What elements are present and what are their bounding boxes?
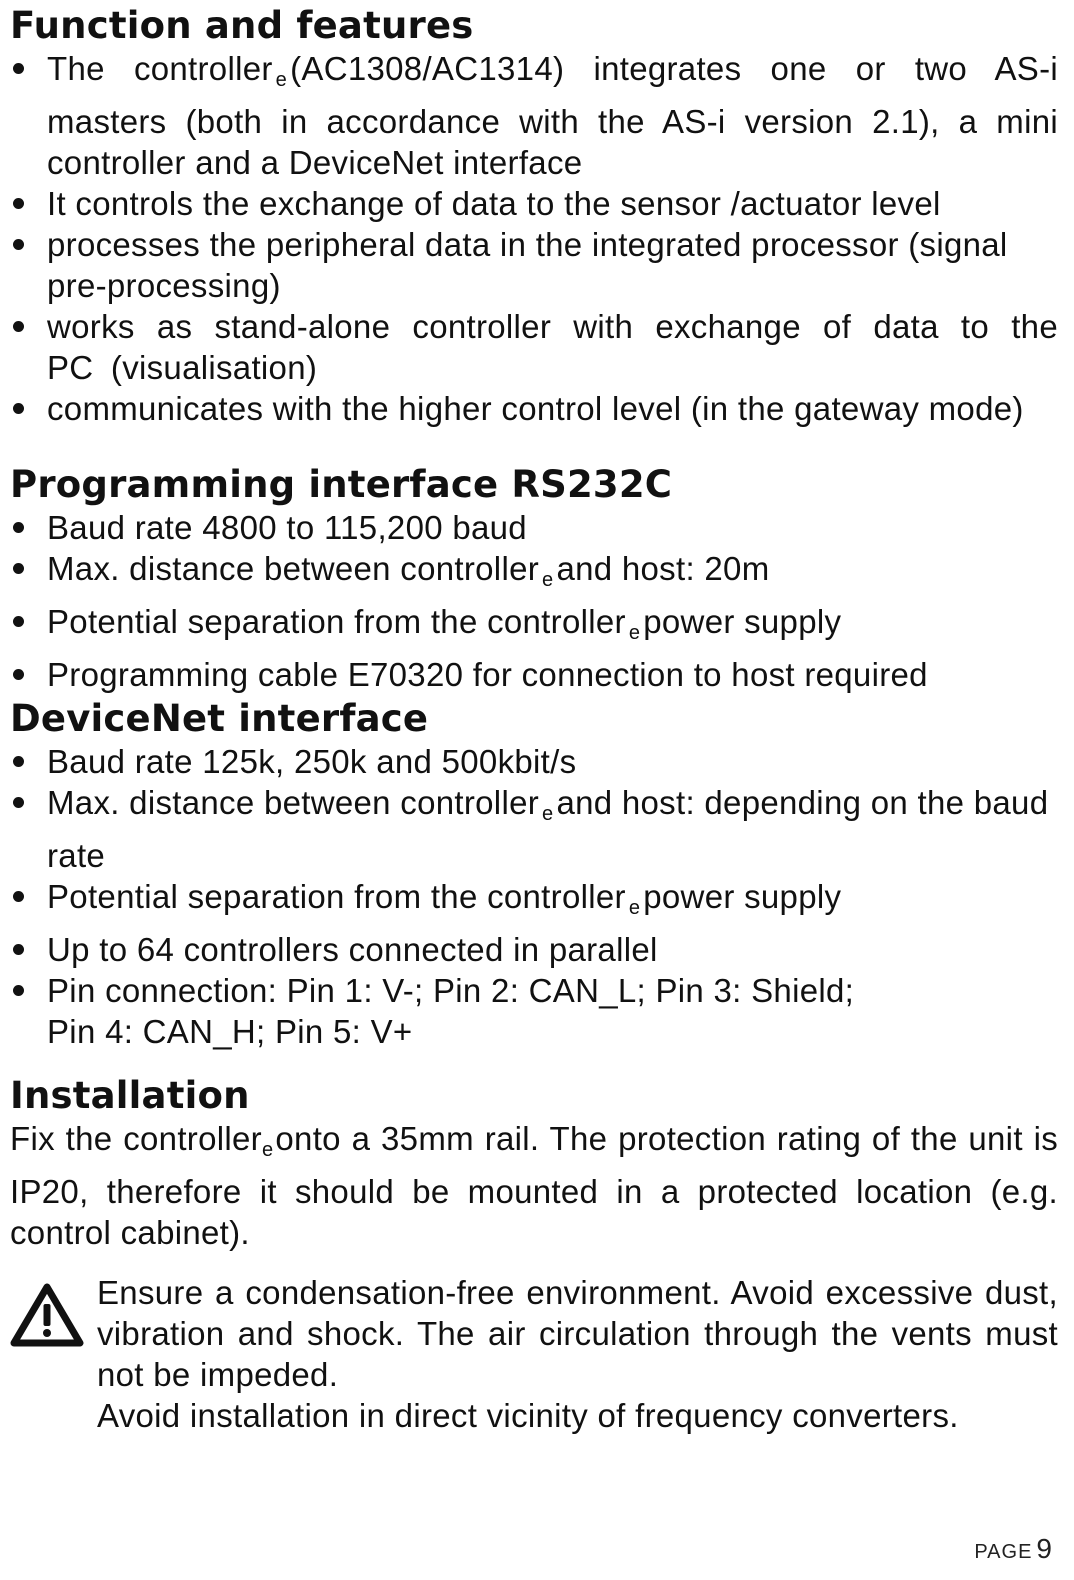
item-text: Pin 4: CAN_H; Pin 5: V+ <box>47 1013 413 1050</box>
section-heading: Function and features <box>10 4 474 47</box>
item-text: Programming cable E70320 for connection to host required <box>47 656 928 693</box>
item-text: power supply <box>643 603 842 640</box>
warning-triangle-icon <box>10 1282 84 1348</box>
list-item <box>10 224 1058 306</box>
para-text: Fix the controller <box>10 1120 262 1157</box>
section-devicenet <box>10 697 1058 1052</box>
bullet-list <box>10 741 1058 1052</box>
subscript: e <box>275 69 288 91</box>
page-number <box>974 1533 1052 1565</box>
list-item <box>10 970 1058 1052</box>
warning-text: Ensure a condensation-free environment. Avoid excessive dust, vibration and shock. The air circulation through the vents must not be impeded. <box>97 1274 1058 1393</box>
subscript: e <box>542 569 554 591</box>
list-item <box>10 782 1058 876</box>
list-item <box>10 507 1058 548</box>
item-text: Max. distance between controller <box>47 550 540 587</box>
item-text: Baud rate 125k, 250k and 500kbit/s <box>47 743 577 780</box>
page-value: 9 <box>1036 1533 1052 1564</box>
list-item <box>10 601 1058 654</box>
subscript: e <box>542 803 554 825</box>
item-text: Potential separation from the controller <box>47 878 626 915</box>
item-text: works as stand-alone controller with exchange of data to the PC (visualisation) <box>47 308 1058 386</box>
bullet-list <box>10 48 1058 429</box>
list-item <box>10 388 1058 429</box>
page-label: PAGE <box>974 1541 1033 1563</box>
item-text: Potential separation from the controller <box>47 603 626 640</box>
item-text: Up to 64 controllers connected in parallel <box>47 931 658 968</box>
item-text: It controls the exchange of data to the sensor /actuator level <box>47 185 941 222</box>
bullet-list <box>10 507 1058 695</box>
list-item <box>10 548 1058 601</box>
list-item <box>10 48 1058 183</box>
list-item <box>10 183 1058 224</box>
item-text: communicates with the higher control level (in the gateway mode) <box>47 390 1024 427</box>
subscript: e <box>628 897 641 919</box>
section-installation <box>10 1074 1058 1436</box>
section-heading: Programming interface RS232C <box>10 463 673 506</box>
para-text: onto a 35mm rail. The protection rating of the unit is IP20, therefore it should be mounted in a protected location (e.g. control cabinet). <box>10 1120 1058 1251</box>
item-text: Pin connection: Pin 1: V-; Pin 2: CAN_L; Pin 3: Shield; <box>47 972 855 1009</box>
item-text: power supply <box>643 878 842 915</box>
item-text: Baud rate 4800 to 115,200 baud <box>47 509 527 546</box>
section-function-features <box>10 4 1058 429</box>
list-item <box>10 929 1058 970</box>
item-text: (AC1308/AC1314) integrates one or two AS-i masters (both in accordance with the AS-i version 2.1), a mini controller and a DeviceNet interface <box>47 50 1058 181</box>
subscript: e <box>628 622 641 644</box>
section-heading: Installation <box>10 1074 250 1117</box>
list-item <box>10 741 1058 782</box>
installation-paragraph <box>10 1118 1058 1253</box>
subscript: e <box>261 1139 274 1161</box>
list-item <box>10 654 1058 695</box>
section-heading: DeviceNet interface <box>10 697 429 740</box>
item-text: Max. distance between controller <box>47 784 540 821</box>
warning-block <box>10 1272 1058 1436</box>
item-text: processes the peripheral data in the integrated processor (signal pre-processing) <box>47 226 1008 304</box>
item-text: and host: 20m <box>556 550 770 587</box>
item-text: and host: depending on the baud rate <box>47 784 1049 874</box>
list-item <box>10 876 1058 929</box>
warning-text-2: Avoid installation in direct vicinity of frequency converters. <box>97 1397 959 1434</box>
list-item <box>10 306 1058 388</box>
section-rs232 <box>10 463 1058 695</box>
item-text: The controller <box>47 50 273 87</box>
